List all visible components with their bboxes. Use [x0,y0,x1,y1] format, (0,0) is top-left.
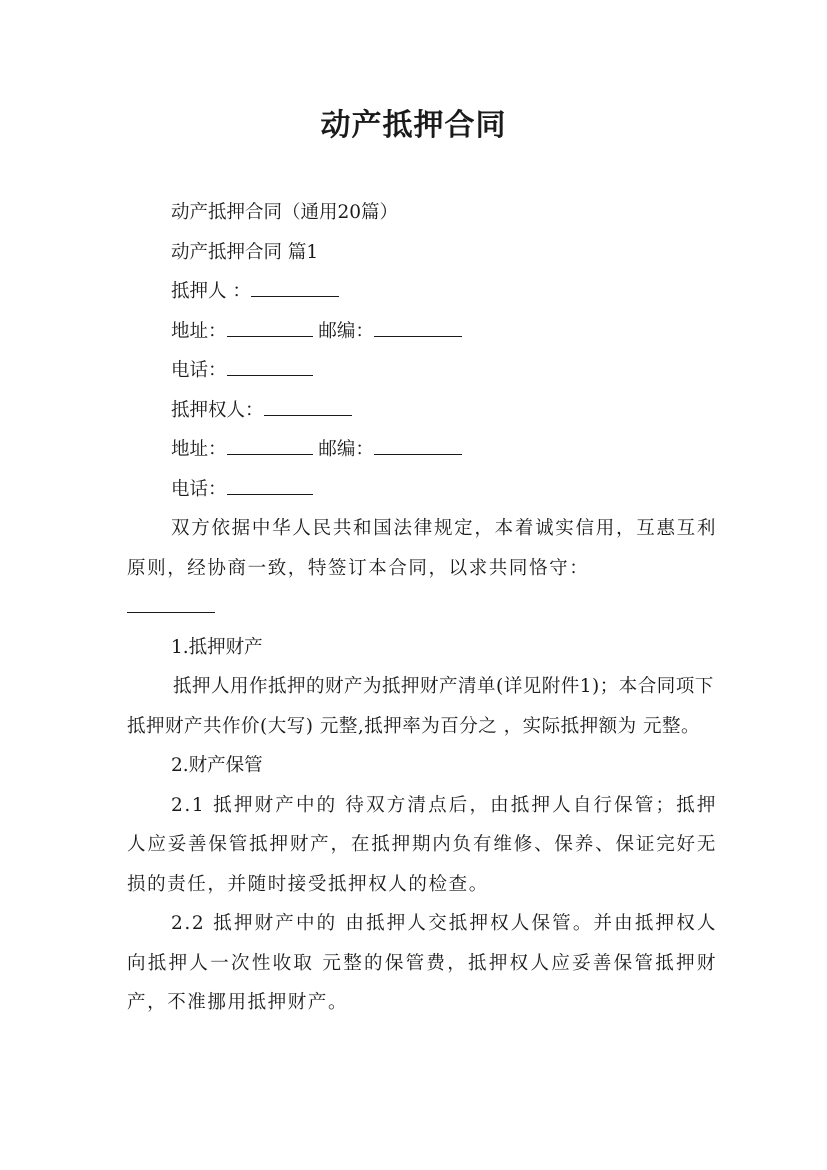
mortgagee-address-line [127,430,717,470]
mortgagor-blank [251,280,339,297]
mortgagor-address-label: 地址： [171,320,227,342]
mortgagor-line [127,272,717,312]
mortgagee-postcode-blank [374,438,462,455]
mortgagor-address-line [127,312,717,352]
mortgagee-phone-blank [227,478,313,495]
document-title: 动产抵押合同 [320,108,507,143]
mortgagor-phone-line [127,351,717,391]
mortgagor-phone-label: 电话： [171,360,227,381]
mortgagee-line [127,391,717,431]
mortgagor-postcode-label: 邮编： [318,320,374,342]
mortgagee-phone-label: 电话： [171,478,227,500]
clause-1-body: 抵押人用作抵押的财产为抵押财产清单(详见附件1)；本合同项下抵押财产共作价(大写) 元整,抵押率为百分之 ，实际抵押额为 元整。 [127,676,714,737]
mortgagee-address-label: 地址： [171,439,227,460]
document-body [127,193,717,1023]
mortgagor-label: 抵押人 ： [171,281,251,302]
clause-2-heading: 2.财产保管 [171,755,263,776]
mortgagee-phone-line [127,470,717,510]
mortgagee-label: 抵押权人： [171,399,264,421]
mortgagor-address-blank [227,320,313,337]
mortgagor-phone-blank [227,359,313,376]
intro-paragraph: 双方依据中华人民共和国法律规定，本着诚实信用，互惠互利原则，经协商一致，特签订本合同，以求共同恪守： [127,518,717,579]
clause-1-heading: 1.抵押财产 [171,636,263,658]
mortgagee-blank [264,399,352,416]
intro-trailing-line [127,588,717,628]
clause-2-1: 2.1 抵押财产中的 待双方清点后，由抵押人自行保管；抵押人应妥善保管抵押财产，在抵押期内负有维修、保养、保证完好无损的责任，并随时接受抵押权人的检查。 [127,794,717,895]
clause-2-2: 2.2 抵押财产中的 由抵押人交抵押权人保管。并由抵押权人向抵押人一次性收取 元整的保管费，抵押权人应妥善保管抵押财产，不准挪用抵押财产。 [127,913,717,1013]
mortgagor-postcode-blank [374,320,462,337]
section-heading: 动产抵押合同 篇1 [171,241,319,263]
mortgagee-postcode-label: 邮编： [318,439,374,460]
intro-trailing-blank [127,596,215,613]
document-subtitle: 动产抵押合同（通用20篇） [171,202,399,223]
mortgagee-address-blank [227,438,313,455]
